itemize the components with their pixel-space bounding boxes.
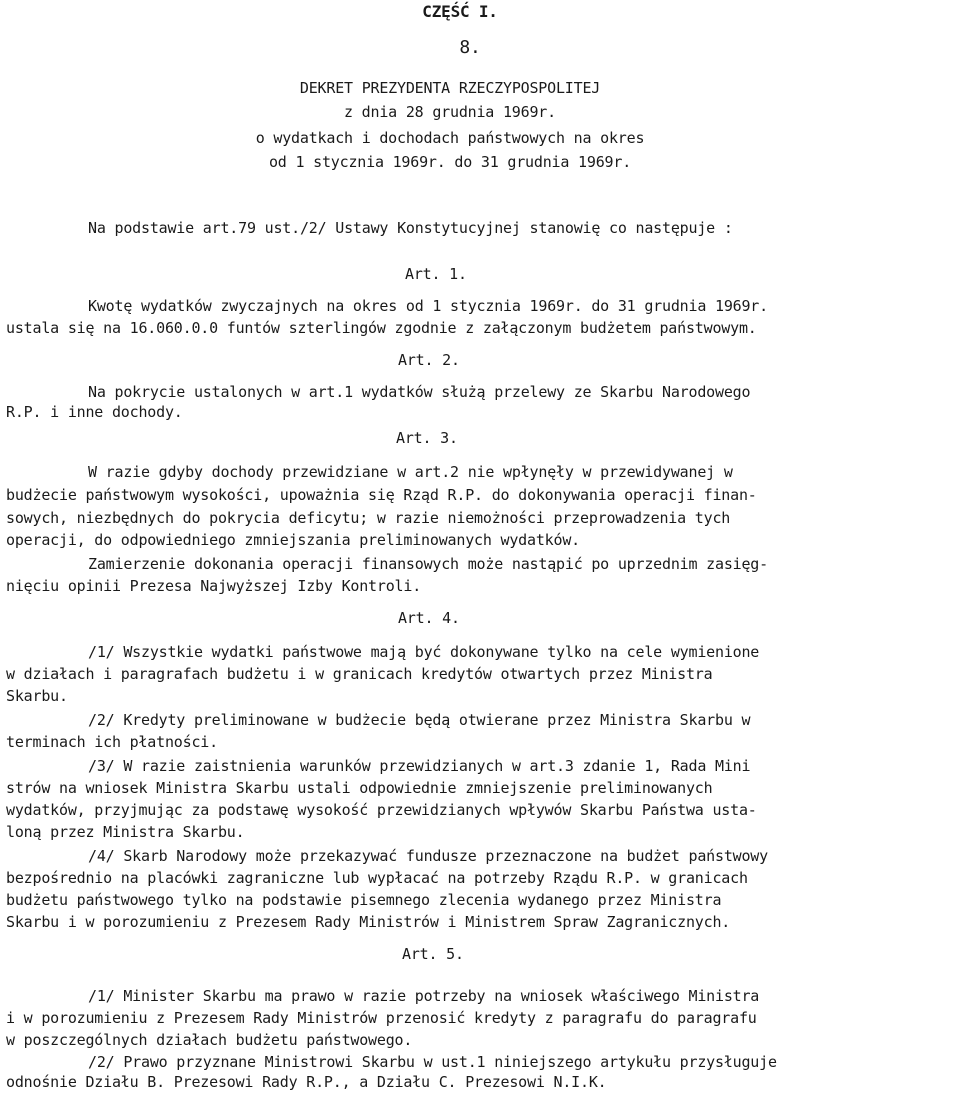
paragraph-line: Kwotę wydatków zwyczajnych na okres od 1 stycznia 1969r. do 31 grudnia 1969r. (88, 297, 768, 315)
paragraph-line: loną przez Ministra Skarbu. (6, 823, 245, 841)
paragraph-line: i w porozumieniu z Prezesem Rady Ministrów przenosić kredyty z paragrafu do paragrafu (6, 1009, 757, 1027)
paragraph-line: w poszczególnych działach budżetu państwowego. (6, 1031, 413, 1049)
paragraph-line: bezpośrednio na placówki zagraniczne lub wypłacać na potrzeby Rządu R.P. w granicach (6, 869, 748, 887)
article-heading: Art. 3. (396, 429, 458, 447)
decree-period: od 1 stycznia 1969r. do 31 grudnia 1969r. (268, 153, 632, 171)
paragraph-line: nięciu opinii Prezesa Najwyższej Izby Kontroli. (6, 577, 422, 595)
article-heading: Art. 5. (402, 945, 464, 963)
paragraph-line: ustala się na 16.060.0.0 funtów szterlingów zgodnie z załączonym budżetem państwowym. (6, 319, 757, 337)
paragraph-line: /1/ Wszystkie wydatki państwowe mają być dokonywane tylko na cele wymienione (88, 643, 760, 661)
paragraph-line: /1/ Minister Skarbu ma prawo w razie potrzeby na wniosek właściwego Ministra (88, 987, 760, 1005)
paragraph-line: w działach i paragrafach budżetu i w granicach kredytów otwartych przez Ministra (6, 665, 713, 683)
paragraph-line: /2/ Prawo przyznane Ministrowi Skarbu w ust.1 niniejszego artykułu przysługuje (88, 1053, 777, 1071)
paragraph-line: terminach ich płatności. (6, 733, 218, 751)
paragraph-line: W razie gdyby dochody przewidziane w art.2 nie wpłynęły w przewidywanej w (88, 463, 733, 481)
paragraph-line: wydatków, przyjmując za podstawę wysokość przewidzianych wpływów Skarbu Państwa usta- (6, 801, 757, 819)
article-heading: Art. 2. (398, 351, 460, 369)
paragraph-line: operacji, do odpowiedniego zmniejszania preliminowanych wydatków. (6, 531, 580, 549)
paragraph-line: Skarbu i w porozumieniu z Prezesem Rady Ministrów i Ministrem Spraw Zagranicznych. (6, 913, 731, 931)
paragraph-line: budżecie państwowym wysokości, upoważnia się Rząd R.P. do dokonywania operacji finan- (6, 486, 757, 504)
decree-title: DEKRET PREZYDENTA RZECZYPOSPOLITEJ (299, 79, 601, 97)
paragraph-line: /3/ W razie zaistnienia warunków przewidzianych w art.3 zdanie 1, Rada Mini (88, 757, 751, 775)
paragraph-line: strów na wniosek Ministra Skarbu ustali odpowiednie zmniejszenie preliminowanych (6, 779, 713, 797)
part-heading: CZĘŚĆ I. (422, 2, 498, 21)
preamble: Na podstawie art.79 ust./2/ Ustawy Konstytucyjnej stanowię co następuje : (88, 219, 733, 237)
article-heading: Art. 4. (398, 609, 460, 627)
paragraph-line: Zamierzenie dokonania operacji finansowych może nastąpić po uprzednim zasięg- (88, 555, 768, 573)
paragraph-line: Na pokrycie ustalonych w art.1 wydatków służą przelewy ze Skarbu Narodowego (88, 383, 751, 401)
paragraph-line: sowych, niezbędnych do pokrycia deficytu; w razie niemożności przeprowadzenia tych (6, 509, 731, 527)
paragraph-line: odnośnie Działu B. Prezesowi Rady R.P., a Działu C. Prezesowi N.I.K. (6, 1073, 607, 1091)
decree-subject: o wydatkach i dochodach państwowych na okres (255, 129, 645, 147)
paragraph-line: R.P. i inne dochody. (6, 403, 183, 421)
paragraph-line: budżetu państwowego tylko na podstawie pisemnego zlecenia wydanego przez Ministra (6, 891, 722, 909)
paragraph-line: /4/ Skarb Narodowy może przekazywać fundusze przeznaczone na budżet państwowy (88, 847, 768, 865)
paragraph-line: Skarbu. (6, 687, 68, 705)
page-number: 8. (459, 37, 481, 58)
paragraph-line: /2/ Kredyty preliminowane w budżecie będą otwierane przez Ministra Skarbu w (88, 711, 751, 729)
article-heading: Art. 1. (405, 265, 467, 283)
decree-date: z dnia 28 grudnia 1969r. (344, 103, 556, 121)
